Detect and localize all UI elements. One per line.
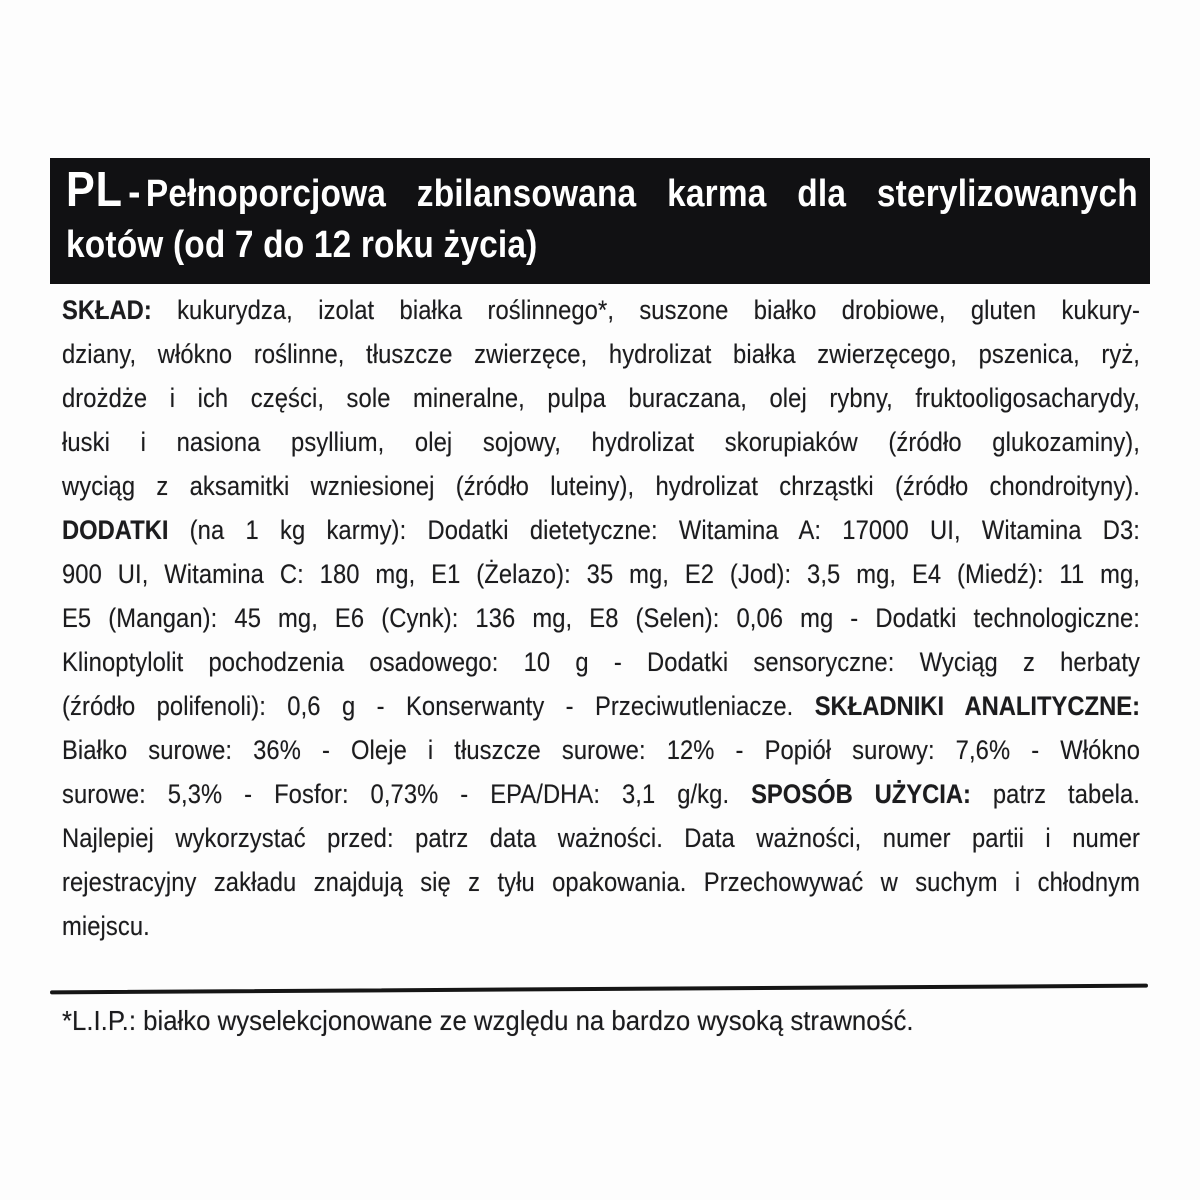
header-title-text: Pełnoporcjowa zbilansowana karma dla sterylizowanych — [145, 173, 1138, 215]
text-segment: (źródło polifenoli): 0,6 g - Konserwanty - Przeciwutleniacze. — [62, 691, 815, 721]
text-line — [62, 772, 1140, 816]
text-line — [62, 684, 1140, 728]
text-segment: E5 (Mangan): 45 mg, E6 (Cynk): 136 mg, E8 (Selen): 0,06 mg - Dodatki technologiczne: — [62, 603, 1140, 633]
text-line — [62, 816, 1140, 860]
text-segment: surowe: 5,3% - Fosfor: 0,73% - EPA/DHA: 3,1 g/kg. — [62, 779, 752, 809]
text-segment: dziany, włókno roślinne, tłuszcze zwierzęce, hydrolizat białka zwierzęcego, pszenica, ryż, — [62, 339, 1140, 369]
header-title-line2: kotów (od 7 do 12 roku życia) — [66, 224, 538, 266]
text-line — [62, 464, 1140, 508]
text-segment: wyciąg z aksamitki wzniesionej (źródło luteiny), hydrolizat chrząstki (źródło chondroityny). — [62, 471, 1140, 501]
text-line — [62, 420, 1140, 464]
language-code: PL — [66, 163, 123, 217]
text-line — [62, 860, 1140, 904]
text-line — [62, 332, 1140, 376]
text-segment: kukurydza, izolat białka roślinnego*, suszone białko drobiowe, gluten kukury- — [151, 295, 1140, 325]
section-label: SPOSÓB UŻYCIA: — [751, 779, 971, 809]
section-label: SKŁAD: — [62, 295, 152, 325]
text-segment: Najlepiej wykorzystać przed: patrz data ważności. Data ważności, numer partii i numer — [62, 823, 1140, 853]
section-label: DODATKI — [62, 515, 169, 545]
header-dash: - — [128, 168, 141, 215]
text-line — [62, 596, 1140, 640]
text-segment: (na 1 kg karmy): Dodatki dietetyczne: Witamina A: 17000 UI, Witamina D3: — [168, 515, 1141, 545]
text-segment: drożdże i ich części, sole mineralne, pulpa buraczana, olej rybny, fruktooligosacharydy, — [62, 383, 1140, 413]
label-body — [62, 288, 1140, 948]
text-line — [62, 376, 1140, 420]
text-segment: Klinoptylolit pochodzenia osadowego: 10 g - Dodatki sensoryczne: Wyciąg z herbaty — [62, 647, 1140, 677]
text-segment: Białko surowe: 36% - Oleje i tłuszcze surowe: 12% - Popiół surowy: 7,6% - Włókno — [62, 735, 1140, 765]
text-segment: łuski i nasiona psyllium, olej sojowy, hydrolizat skorupiaków (źródło glukozaminy), — [62, 427, 1140, 457]
header-title-line1 — [66, 165, 1138, 220]
text-segment: 900 UI, Witamina C: 180 mg, E1 (Żelazo): 35 mg, E2 (Jod): 3,5 mg, E4 (Miedź): 11 mg, — [62, 559, 1140, 589]
divider-line — [50, 984, 1148, 995]
text-line — [62, 508, 1140, 552]
text-line — [62, 552, 1140, 596]
text-segment: patrz tabela. — [970, 779, 1140, 809]
text-line — [62, 904, 1140, 948]
footnote-lip: *L.I.P.: białko wyselekcjonowane ze względu na bardzo wysoką strawność. — [62, 1005, 914, 1036]
text-segment: miejscu. — [62, 911, 150, 941]
text-line — [62, 288, 1140, 332]
text-segment: rejestracyjny zakładu znajdują się z tyłu opakowania. Przechowywać w suchym i chłodnym — [62, 867, 1140, 897]
text-line — [62, 640, 1140, 684]
header-bar — [50, 158, 1150, 284]
label-body-text — [62, 288, 1140, 948]
header-text-wrapper — [66, 165, 1138, 271]
text-line — [62, 728, 1140, 772]
section-label: SKŁADNIKI ANALITYCZNE: — [814, 691, 1140, 721]
